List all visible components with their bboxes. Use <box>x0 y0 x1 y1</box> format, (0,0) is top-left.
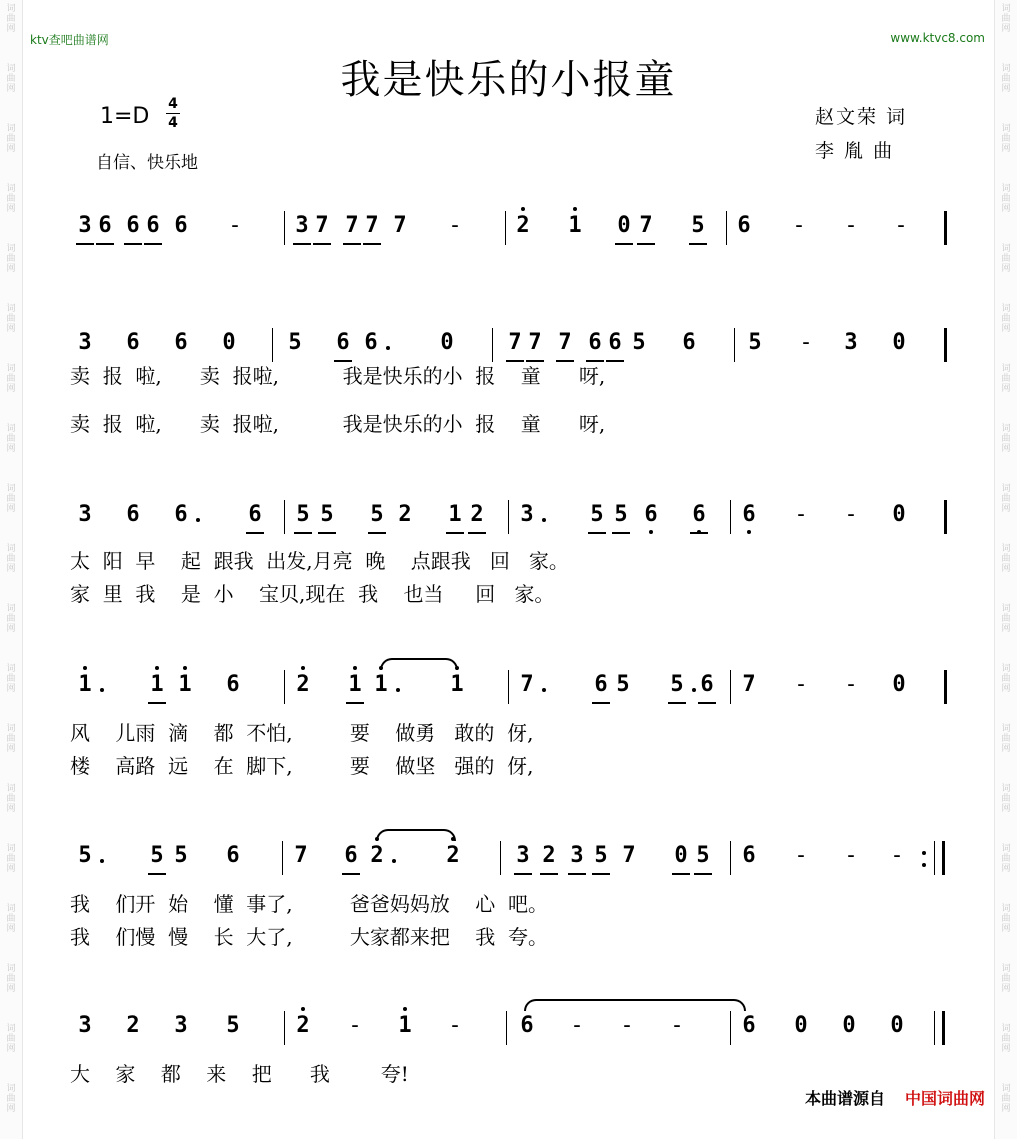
left-watermark-rail <box>0 0 23 1139</box>
note: 5 <box>226 1013 240 1038</box>
note: 2 <box>514 213 532 238</box>
note: 0 <box>842 1013 856 1038</box>
sustain-dash: - <box>844 843 858 868</box>
rail-watermark-text: 词 曲 网 <box>6 664 16 694</box>
note: 0 <box>892 502 906 527</box>
octave-dot <box>353 666 357 670</box>
note: 7 <box>558 330 572 355</box>
octave-dot <box>83 666 87 670</box>
rail-watermark-text: 词 曲 网 <box>1001 184 1011 214</box>
note: 1 <box>176 672 194 697</box>
note: 0 <box>794 1013 808 1038</box>
underline-beam <box>144 243 162 245</box>
note: 6 <box>344 843 358 868</box>
note: 3 <box>78 502 92 527</box>
bar-line <box>506 1011 507 1045</box>
note: 6 <box>742 843 756 868</box>
note: 0 <box>892 330 906 355</box>
bar-line <box>284 500 285 534</box>
lyric-line: 我 们慢 慢 长 大了, 大家都来把 我 夸。 <box>70 925 549 949</box>
lyric-line: 我 们开 始 懂 事了, 爸爸妈妈放 心 吧。 <box>70 892 549 916</box>
sustain-dash: - <box>844 672 858 697</box>
key-signature: 1=D <box>100 104 150 129</box>
underline-beam <box>612 532 630 534</box>
underline-beam <box>694 873 712 875</box>
rail-watermark-text: 词 曲 网 <box>6 4 16 34</box>
underline-beam <box>346 702 364 704</box>
note: 6 <box>642 502 660 527</box>
note: 2 <box>542 843 556 868</box>
rail-watermark-text: 词 曲 网 <box>6 1024 16 1054</box>
note: 1 <box>448 672 466 697</box>
note: 7 <box>345 213 359 238</box>
bar-line <box>734 328 735 362</box>
bar-line <box>944 211 947 245</box>
note: 2 <box>398 502 412 527</box>
note: 3 <box>78 330 92 355</box>
note: 3 <box>78 1013 92 1038</box>
underline-beam <box>672 873 690 875</box>
note: 7 <box>508 330 522 355</box>
note: 6 <box>174 330 188 355</box>
octave-dot <box>747 530 751 534</box>
underline-beam <box>690 532 708 534</box>
underline-beam <box>689 243 707 245</box>
note: 5 <box>174 843 188 868</box>
bar-line <box>730 500 731 534</box>
note: 5 <box>296 502 310 527</box>
note: 6 <box>126 502 140 527</box>
rail-watermark-text: 词 曲 网 <box>6 604 16 634</box>
rail-watermark-text: 词 曲 网 <box>6 964 16 994</box>
note: 6 <box>146 213 160 238</box>
underline-beam <box>313 243 331 245</box>
underline-beam <box>588 532 606 534</box>
rail-watermark-text: 词 曲 网 <box>6 844 16 874</box>
sustain-dash: - <box>448 213 462 238</box>
note: 1 <box>396 1013 414 1038</box>
repeat-dot <box>922 863 926 867</box>
note: 6 <box>126 330 140 355</box>
augmentation-dot <box>542 688 546 692</box>
note: 1 <box>346 672 364 697</box>
rail-watermark-text: 词 曲 网 <box>1001 4 1011 34</box>
bar-line <box>942 1011 945 1045</box>
footer-credit <box>805 1086 985 1109</box>
octave-dot <box>521 207 525 211</box>
note: 5 <box>594 843 608 868</box>
lyric-line: 楼 高路 远 在 脚下, 要 做坚 强的 伢, <box>70 754 534 778</box>
underline-beam <box>318 532 336 534</box>
time-signature <box>166 96 180 131</box>
source-site-right: www.ktvc8.com <box>890 31 985 45</box>
bar-line <box>934 841 935 875</box>
augmentation-dot <box>386 346 390 350</box>
note: 5 <box>370 502 384 527</box>
rail-watermark-text: 词 曲 网 <box>1001 124 1011 154</box>
augmentation-dot <box>196 518 200 522</box>
rail-watermark-text: 词 曲 网 <box>1001 424 1011 454</box>
note: 6 <box>520 1013 534 1038</box>
rail-watermark-text: 词 曲 网 <box>1001 784 1011 814</box>
octave-dot <box>649 530 653 534</box>
note: 5 <box>590 502 604 527</box>
bar-line <box>284 1011 285 1045</box>
note: 6 <box>690 502 708 527</box>
octave-dot <box>301 1007 305 1011</box>
note: 5 <box>150 843 164 868</box>
underline-beam <box>592 873 610 875</box>
note: 5 <box>614 502 628 527</box>
rail-watermark-text: 词 曲 网 <box>1001 64 1011 94</box>
underline-beam <box>342 873 360 875</box>
repeat-dot <box>922 851 926 855</box>
note: 2 <box>294 672 312 697</box>
note: 7 <box>393 213 407 238</box>
rail-watermark-text: 词 曲 网 <box>6 1084 16 1114</box>
sustain-dash: - <box>792 213 806 238</box>
augmentation-dot <box>100 859 104 863</box>
bar-line <box>944 670 947 704</box>
tie-slur <box>524 999 746 1011</box>
note: 6 <box>742 1013 756 1038</box>
time-signature-line <box>166 113 180 114</box>
bar-line <box>726 211 727 245</box>
right-watermark-rail <box>994 0 1017 1139</box>
sustain-dash: - <box>799 330 813 355</box>
rail-watermark-text: 词 曲 网 <box>1001 604 1011 634</box>
underline-beam <box>246 532 264 534</box>
note: 5 <box>616 672 630 697</box>
rail-watermark-text: 词 曲 网 <box>6 484 16 514</box>
note: 6 <box>336 330 350 355</box>
note: 1 <box>566 213 584 238</box>
sustain-dash: - <box>794 502 808 527</box>
underline-beam <box>343 243 361 245</box>
bar-line <box>944 500 947 534</box>
note: 6 <box>248 502 262 527</box>
underline-beam <box>368 532 386 534</box>
rail-watermark-text: 词 曲 网 <box>6 244 16 274</box>
underline-beam <box>592 702 610 704</box>
underline-beam <box>514 873 532 875</box>
note: 7 <box>528 330 542 355</box>
underline-beam <box>468 532 486 534</box>
bar-line <box>284 211 285 245</box>
note: 7 <box>742 672 756 697</box>
rail-watermark-text: 词 曲 网 <box>6 304 16 334</box>
note: 3 <box>174 1013 188 1038</box>
note: 2 <box>368 843 386 868</box>
octave-dot <box>183 666 187 670</box>
note: 0 <box>617 213 631 238</box>
note: 0 <box>674 843 688 868</box>
rail-watermark-text: 词 曲 网 <box>6 64 16 94</box>
sustain-dash: - <box>844 502 858 527</box>
note: 3 <box>295 213 309 238</box>
augmentation-dot <box>100 688 104 692</box>
underline-beam <box>148 873 166 875</box>
rail-watermark-text: 词 曲 网 <box>6 184 16 214</box>
tie-slur <box>376 829 456 841</box>
underline-beam <box>96 243 114 245</box>
rail-watermark-text: 词 曲 网 <box>1001 724 1011 754</box>
note: 6 <box>174 213 188 238</box>
note: 6 <box>740 502 758 527</box>
bar-line <box>934 1011 935 1045</box>
tempo-marking: 自信、快乐地 <box>96 153 198 173</box>
rail-watermark-text: 词 曲 网 <box>1001 484 1011 514</box>
sustain-dash: - <box>228 213 242 238</box>
sustain-dash: - <box>894 213 908 238</box>
lyric-line: 风 儿雨 滴 都 不怕, 要 做勇 敢的 伢, <box>70 721 534 745</box>
note: 2 <box>294 1013 312 1038</box>
bar-line <box>284 670 285 704</box>
augmentation-dot <box>396 688 400 692</box>
note: 7 <box>365 213 379 238</box>
rail-watermark-text: 词 曲 网 <box>6 904 16 934</box>
underline-beam <box>615 243 633 245</box>
bar-line <box>942 841 945 875</box>
underline-beam <box>76 243 94 245</box>
bar-line <box>272 328 273 362</box>
rail-watermark-text: 词 曲 网 <box>6 124 16 154</box>
underline-beam <box>293 243 311 245</box>
note: 6 <box>364 330 378 355</box>
note: 7 <box>520 672 534 697</box>
bar-line <box>282 841 283 875</box>
sustain-dash: - <box>794 843 808 868</box>
note: 5 <box>288 330 302 355</box>
note: 6 <box>594 672 608 697</box>
underline-beam <box>606 360 624 362</box>
note: 3 <box>520 502 534 527</box>
rail-watermark-text: 词 曲 网 <box>1001 364 1011 394</box>
underline-beam <box>698 702 716 704</box>
rail-watermark-text: 词 曲 网 <box>1001 844 1011 874</box>
underline-beam <box>124 243 142 245</box>
octave-dot <box>573 207 577 211</box>
note: 2 <box>470 502 484 527</box>
augmentation-dot <box>692 688 696 692</box>
sustain-dash: - <box>620 1013 634 1038</box>
sustain-dash: - <box>670 1013 684 1038</box>
rail-watermark-text: 词 曲 网 <box>1001 1084 1011 1114</box>
tie-slur <box>380 658 458 670</box>
note: 6 <box>682 330 696 355</box>
underline-beam <box>668 702 686 704</box>
lyric-line: 大 家 都 来 把 我 夸! <box>70 1062 409 1086</box>
note: 5 <box>670 672 684 697</box>
rail-watermark-text: 词 曲 网 <box>1001 1024 1011 1054</box>
bar-line <box>944 328 947 362</box>
footer-source: 本曲谱源自 <box>804 1089 885 1108</box>
note: 2 <box>444 843 462 868</box>
underline-beam <box>363 243 381 245</box>
note: 6 <box>126 213 140 238</box>
rail-watermark-text: 词 曲 网 <box>6 724 16 754</box>
bar-line <box>730 1011 731 1045</box>
bar-line <box>730 841 731 875</box>
note: 1 <box>76 672 94 697</box>
augmentation-dot <box>392 859 396 863</box>
note: 1 <box>448 502 462 527</box>
note: 1 <box>372 672 390 697</box>
bar-line <box>492 328 493 362</box>
octave-dot <box>403 1007 407 1011</box>
note: 6 <box>608 330 622 355</box>
source-site-left: ktv查吧曲谱网 <box>30 33 109 47</box>
rail-watermark-text: 词 曲 网 <box>1001 544 1011 574</box>
footer-brand: 中国词曲网 <box>904 1089 985 1108</box>
note: 0 <box>890 1013 904 1038</box>
underline-beam <box>294 532 312 534</box>
note: 0 <box>440 330 454 355</box>
rail-watermark-text: 词 曲 网 <box>6 424 16 454</box>
lyric-line: 卖 报 啦, 卖 报啦, 我是快乐的小 报 童 呀, <box>70 412 606 436</box>
note: 3 <box>516 843 530 868</box>
bar-line <box>505 211 506 245</box>
lyric-line: 太 阳 早 起 跟我 出发,月亮 晚 点跟我 回 家。 <box>70 549 569 573</box>
underline-beam <box>637 243 655 245</box>
note: 7 <box>294 843 308 868</box>
note: 6 <box>700 672 714 697</box>
rail-watermark-text: 词 曲 网 <box>1001 244 1011 274</box>
sustain-dash: - <box>570 1013 584 1038</box>
sustain-dash: - <box>844 213 858 238</box>
rail-watermark-text: 词 曲 网 <box>1001 304 1011 334</box>
lyric-line: 家 里 我 是 小 宝贝,现在 我 也当 回 家。 <box>70 582 555 606</box>
note: 5 <box>78 843 92 868</box>
note: 7 <box>315 213 329 238</box>
rail-watermark-text: 词 曲 网 <box>1001 904 1011 934</box>
sustain-dash: - <box>794 672 808 697</box>
note: 6 <box>226 672 240 697</box>
rail-watermark-text: 词 曲 网 <box>1001 664 1011 694</box>
sustain-dash: - <box>890 843 904 868</box>
note: 1 <box>148 672 166 697</box>
note: 5 <box>632 330 646 355</box>
sustain-dash: - <box>348 1013 362 1038</box>
augmentation-dot <box>542 518 546 522</box>
bar-line <box>508 670 509 704</box>
underline-beam <box>148 702 166 704</box>
note: 0 <box>222 330 236 355</box>
underline-beam <box>446 532 464 534</box>
note: 3 <box>570 843 584 868</box>
note: 5 <box>696 843 710 868</box>
time-signature-top: 4 <box>168 96 178 112</box>
time-signature-bottom: 4 <box>168 115 178 131</box>
note: 6 <box>226 843 240 868</box>
composer-credit: 李 胤 曲 <box>815 140 895 162</box>
note: 6 <box>588 330 602 355</box>
bar-line <box>500 841 501 875</box>
note: 6 <box>737 213 751 238</box>
rail-watermark-text: 词 曲 网 <box>6 544 16 574</box>
note: 6 <box>174 502 188 527</box>
note: 5 <box>320 502 334 527</box>
sustain-dash: - <box>448 1013 462 1038</box>
lyricist-credit: 赵文荣 词 <box>815 106 908 128</box>
bar-line <box>730 670 731 704</box>
note: 0 <box>892 672 906 697</box>
bar-line <box>508 500 509 534</box>
octave-dot <box>155 666 159 670</box>
note: 6 <box>98 213 112 238</box>
note: 5 <box>691 213 705 238</box>
underline-beam <box>540 873 558 875</box>
note: 2 <box>126 1013 140 1038</box>
rail-watermark-text: 词 曲 网 <box>6 784 16 814</box>
rail-watermark-text: 词 曲 网 <box>6 364 16 394</box>
rail-watermark-text: 词 曲 网 <box>1001 964 1011 994</box>
note: 7 <box>622 843 636 868</box>
note: 5 <box>748 330 762 355</box>
note: 7 <box>639 213 653 238</box>
note: 3 <box>844 330 858 355</box>
octave-dot <box>301 666 305 670</box>
song-title: 我是快乐的小报童 <box>340 57 677 103</box>
note: 3 <box>78 213 92 238</box>
lyric-line: 卖 报 啦, 卖 报啦, 我是快乐的小 报 童 呀, <box>70 364 606 388</box>
underline-beam <box>568 873 586 875</box>
